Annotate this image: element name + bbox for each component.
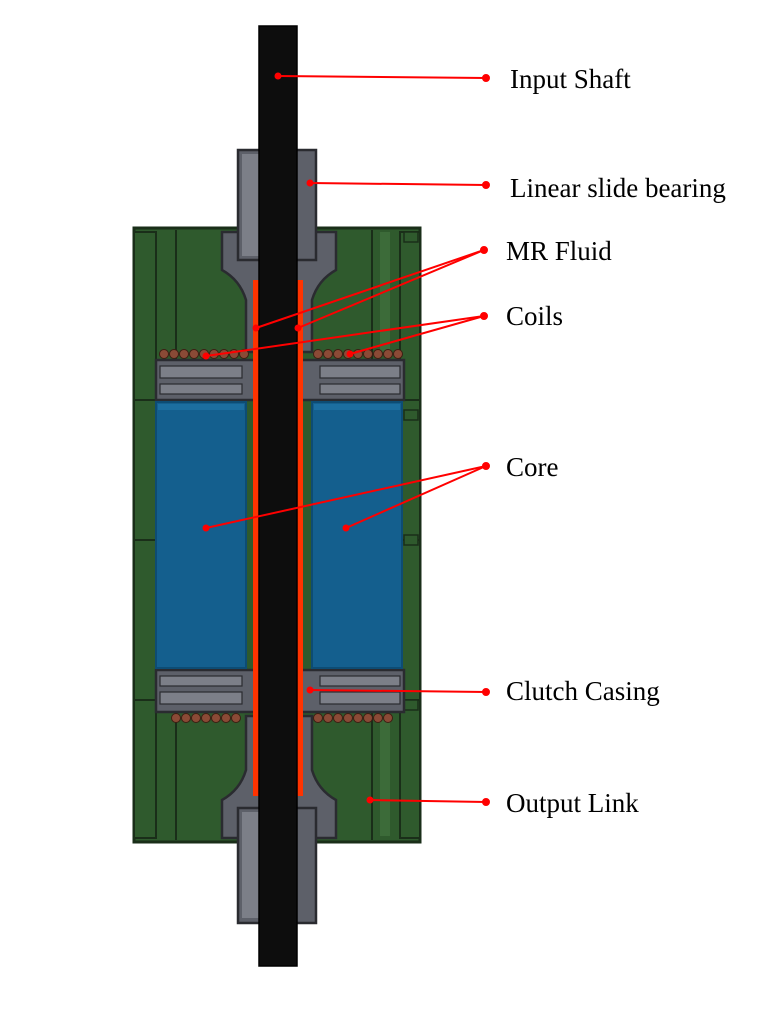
label-input-shaft: Input Shaft bbox=[510, 64, 631, 94]
label-linear-slide-bearing: Linear slide bearing bbox=[510, 173, 726, 203]
label-clutch-casing: Clutch Casing bbox=[506, 676, 660, 706]
input-shaft bbox=[259, 26, 297, 966]
label-mr-fluid: MR Fluid bbox=[506, 236, 612, 266]
label-coils: Coils bbox=[506, 301, 564, 331]
label-output-link: Output Link bbox=[506, 788, 639, 818]
label-core: Core bbox=[506, 452, 559, 482]
